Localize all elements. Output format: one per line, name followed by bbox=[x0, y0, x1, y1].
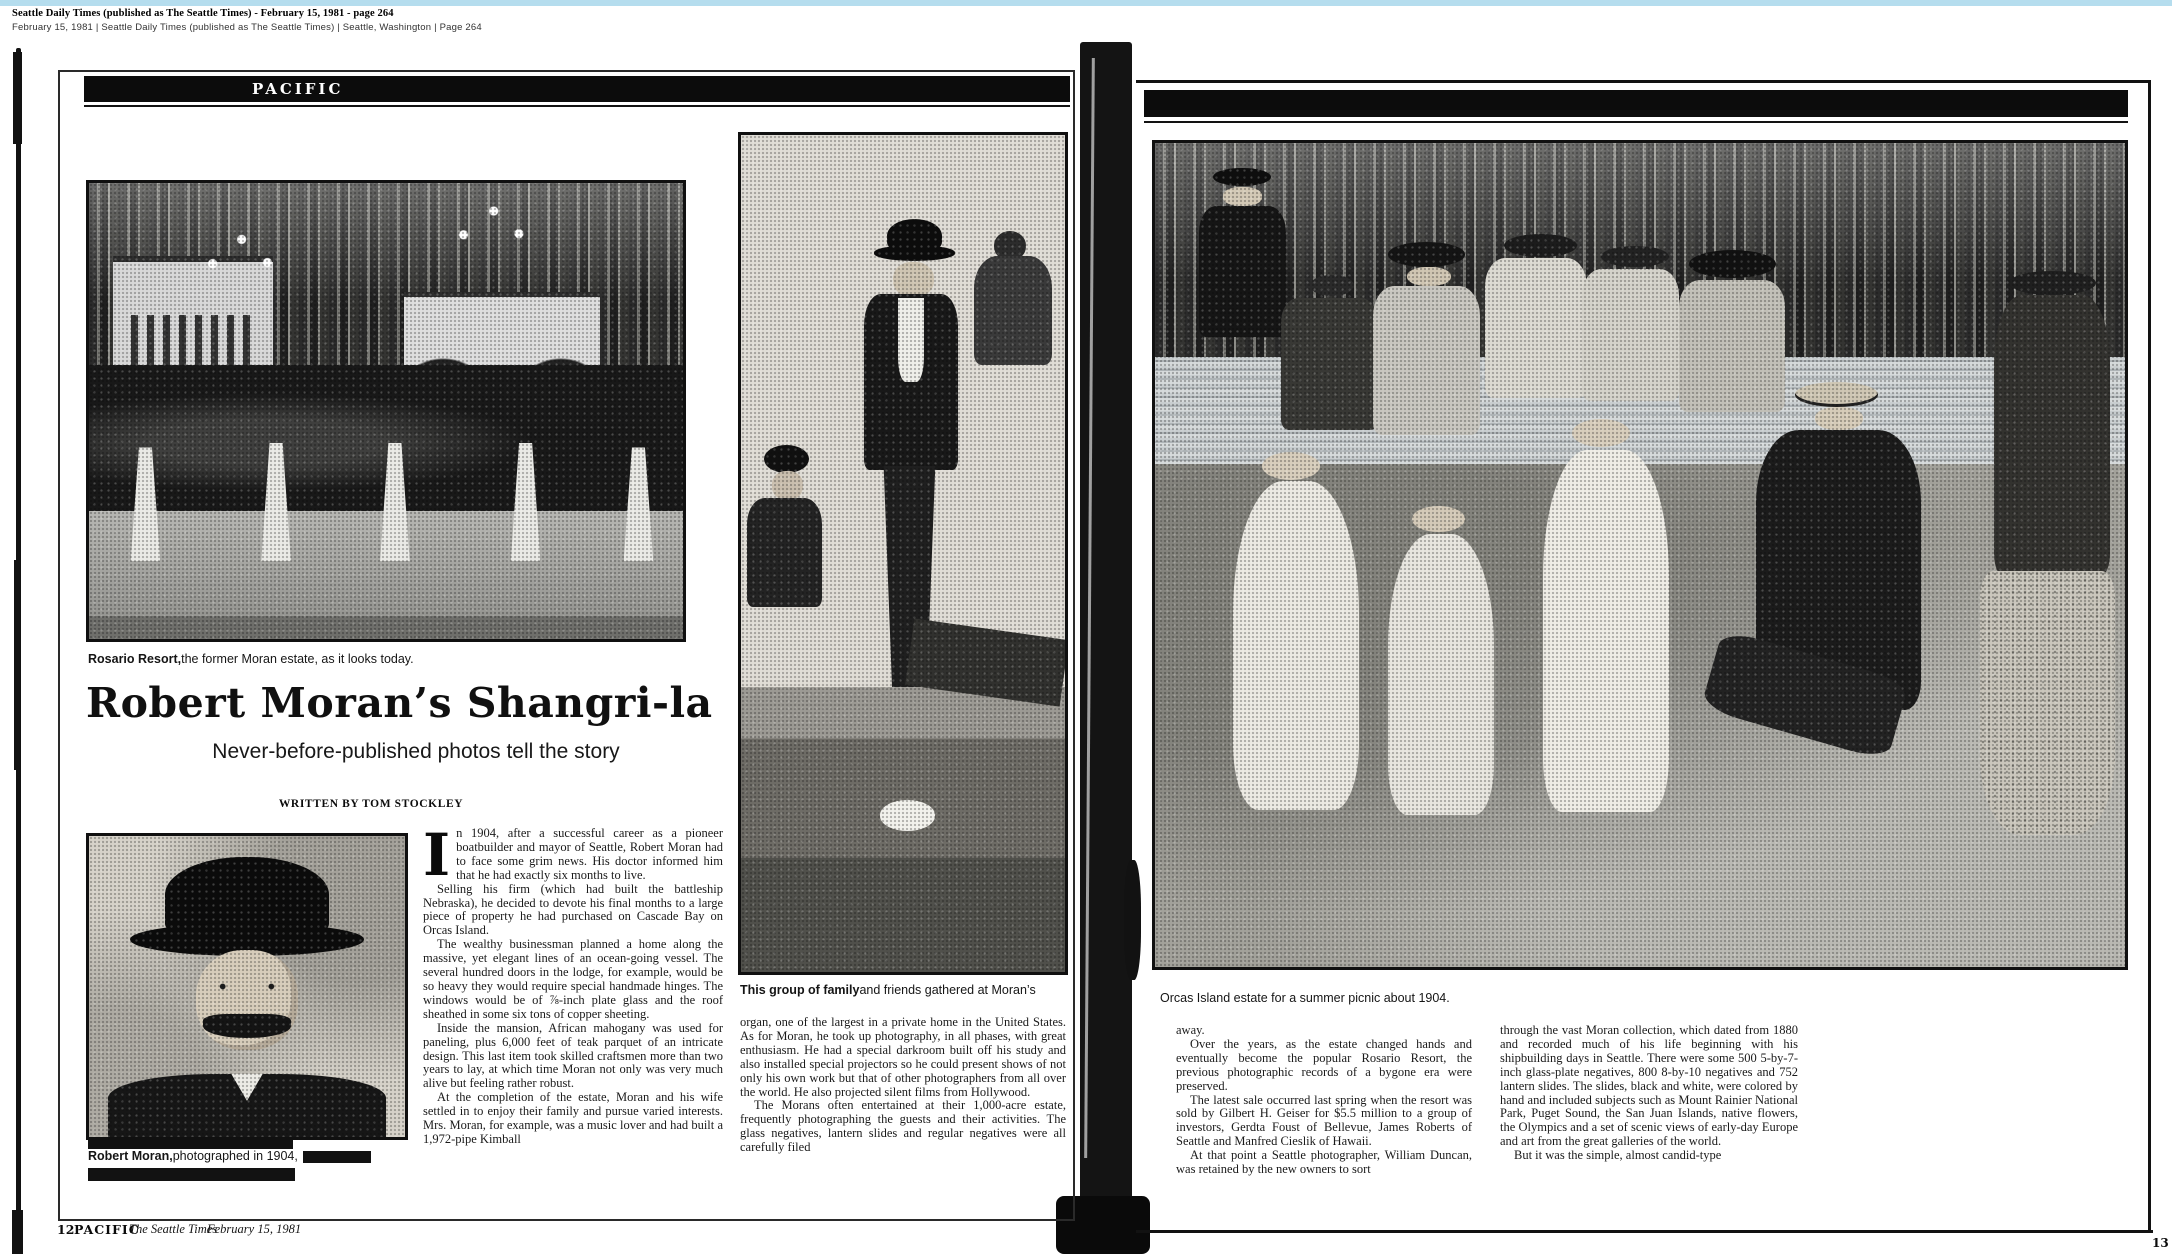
photo-lamp-globes bbox=[445, 197, 528, 252]
footer-page-number: 12 bbox=[57, 1222, 75, 1237]
article-column-1 bbox=[423, 821, 723, 1147]
page-title: Seattle Daily Times (published as The Seattle Times) - February 15, 1981 - page 264 bbox=[12, 8, 394, 19]
figure-woman-hat bbox=[1504, 234, 1577, 257]
figure-child-head bbox=[1412, 506, 1465, 532]
right-page-number: 13 bbox=[2152, 1236, 2169, 1250]
footer-date: February 15, 1981 bbox=[207, 1222, 302, 1236]
figure-seated-face bbox=[772, 471, 803, 499]
paragraph: organ, one of the largest in a private home in the United States. As for Moran, he took up photography, in all phases, with great enthusiasm. He had a special darkroom built off his study and also installed special projectors so he could present shows of not only his own work but that of other photographers from all over the world. He also projected silent films from Hollywood. bbox=[740, 1015, 1066, 1099]
article-byline: WRITTEN BY TOM STOCKLEY bbox=[278, 798, 464, 810]
section-banner-label: PACIFIC bbox=[252, 80, 344, 98]
figure-sailor-head bbox=[1310, 275, 1354, 296]
caption-picnic: Orcas Island estate for a summer picnic about 1904. bbox=[1160, 991, 1450, 1005]
figure-woman-face bbox=[1407, 267, 1451, 287]
photo-building-windows bbox=[131, 315, 256, 365]
left-page-footer bbox=[0, 1222, 1070, 1238]
figure-man-shirt bbox=[898, 298, 924, 382]
figure-woman-body bbox=[1679, 280, 1786, 412]
page-metadata: February 15, 1981 | Seattle Daily Times (published as The Seattle Times) | Seattle, Washington | Page 264 bbox=[12, 22, 482, 33]
figure-seated-man-face bbox=[1815, 407, 1864, 430]
photo-family-group bbox=[738, 132, 1068, 975]
figure-child-dress bbox=[1233, 481, 1359, 811]
scan-edge-blob bbox=[13, 52, 22, 144]
paragraph: The Morans often entertained at their 1,000-acre estate, frequently photographing the guests and their activities. The glass negatives, lantern slides and regular negatives were all carefully filed bbox=[740, 1098, 1066, 1155]
figure-child-head bbox=[1262, 452, 1320, 480]
figure-right-woman-skirt bbox=[1980, 571, 2116, 835]
right-section-banner bbox=[1144, 90, 2128, 117]
right-page-bottom-rule bbox=[1136, 1230, 2153, 1233]
left-section-banner bbox=[84, 76, 1070, 102]
caption-moran: Robert Moran, photographed in 1904, bbox=[88, 1149, 418, 1164]
portrait-mustache bbox=[203, 1014, 291, 1038]
paragraph: Over the years, as the estate changed hands and eventually become the popular Rosario Resort, the previous photographic records of a bygone era were preserved. bbox=[1176, 1036, 1472, 1093]
top-accent-bar bbox=[0, 0, 2172, 6]
photo-moran-portrait bbox=[86, 833, 408, 1140]
paragraph: The latest sale occurred last spring when the resort was sold by Gilbert H. Geiser for $5.5 million to a group of investors, Gerdta Foust of Bellevue, James Roberts of Seattle and Manfred Cieslik of Hawaii. bbox=[1176, 1092, 1472, 1149]
photo-foreground bbox=[89, 616, 683, 639]
figure-man-face bbox=[893, 262, 934, 297]
figure-girl-dress bbox=[1543, 450, 1669, 813]
figure-woman-body bbox=[1485, 258, 1587, 398]
paragraph: At the completion of the estate, Moran and his wife settled in to enjoy their family and pursue varied interests. Mrs. Moran, for example, was a music lover and had built a 1,972-pipe Kimball bbox=[423, 1090, 723, 1146]
photo-lamp-globes bbox=[196, 224, 279, 279]
article-column-2 bbox=[740, 1016, 1066, 1155]
redaction-bar bbox=[88, 1140, 293, 1149]
redaction-bar bbox=[88, 1168, 295, 1181]
paragraph: Inside the mansion, African mahogany was used for paneling, plus 6,000 feet of teak parquet of an intricate design. This last item took skilled craftsmen more than two years to lay, at which time Moran not only was very much alive but feeling rather robust. bbox=[423, 1020, 723, 1091]
redaction-bar bbox=[303, 1151, 371, 1163]
figure-girl-head bbox=[1572, 419, 1630, 447]
paragraph: away. bbox=[1176, 1023, 1205, 1037]
newspaper-scan[interactable] bbox=[0, 38, 2172, 1254]
banner-rule bbox=[84, 105, 1070, 107]
right-page-right-border bbox=[2148, 80, 2151, 1232]
portrait-eyes bbox=[209, 977, 285, 995]
paragraph: In 1904, after a successful career as a pioneer boatbuilder and mayor of Seattle, Robert Moran had to face some grim news. His doctor informed him that he had exactly six months to live. bbox=[423, 821, 723, 889]
figure-woman-body bbox=[1373, 286, 1480, 434]
figure-right-woman-body bbox=[1994, 295, 2110, 575]
figure-man-hat bbox=[1213, 168, 1271, 186]
figure-seated-body bbox=[747, 498, 822, 607]
right-page-top-rule bbox=[1136, 80, 2150, 83]
figure-man-hat-brim bbox=[874, 245, 955, 260]
figure-woman-hat bbox=[1689, 250, 1776, 278]
article-column-4 bbox=[1500, 1024, 1798, 1163]
caption-rosario: Rosario Resort, the former Moran estate, as it looks today. bbox=[88, 652, 414, 666]
figure-seated-hat bbox=[764, 445, 809, 473]
photo-rosario-resort bbox=[86, 180, 686, 642]
right-banner-rule bbox=[1144, 121, 2128, 123]
figure-man-face bbox=[1223, 187, 1262, 205]
article-column-3 bbox=[1176, 1024, 1472, 1177]
paragraph: The wealthy businessman planned a home along the massive, yet elegant lines of an ocean-going vessel. The several hundred doors in the lodge, for example, would be so heavy they would require special handmade hinges. The windows would be of ⅞-inch plate glass and the roof sheathed in some six tons of copper sheeting. bbox=[423, 937, 723, 1021]
figure-seated-man-hat bbox=[1795, 382, 1877, 407]
figure-sailor-body bbox=[1281, 298, 1378, 430]
figure-woman-hat bbox=[1388, 242, 1466, 267]
paragraph: through the vast Moran collection, which dated from 1880 and recorded much of his life beginning with his shipbuilding days in Seattle. There were some 500 5-by-7-inch glass-plate negatives, 800 8-by-10 negatives and 752 lantern slides. The slides, black and white, were colored by hand and included subjects such as Mount Rainier National Park, Puget Sound, the San Juan Islands, native flowers, the Olympics and a set of scenic views of early-day Europe and art from the great galleries of the world. bbox=[1500, 1023, 1798, 1149]
scan-edge-blob bbox=[14, 560, 21, 770]
article-subhead: Never-before-published photos tell the story bbox=[212, 740, 620, 763]
footer-paper-name: The Seattle Times bbox=[129, 1222, 218, 1236]
paragraph: Selling his firm (which had built the battleship Nebraska), he decided to devote his final months to a large piece of property he had purchased on Cascade Bay on Orcas Island. bbox=[423, 881, 723, 938]
photo-white-object bbox=[880, 800, 935, 830]
gutter-smudge bbox=[1124, 860, 1141, 980]
paragraph: At that point a Seattle photographer, William Duncan, was retained by the new owners to sort bbox=[1176, 1148, 1472, 1177]
footer-section: PACIFIC bbox=[74, 1222, 140, 1237]
drop-cap: I bbox=[423, 821, 451, 889]
article-headline: Robert Moran’s Shangri-la bbox=[86, 679, 713, 727]
figure-woman-body bbox=[1582, 269, 1679, 401]
figure-child-dress bbox=[1388, 534, 1495, 814]
caption-family-group: This group of family and friends gathered at Moran’s bbox=[740, 983, 1036, 997]
figure-man-body bbox=[1199, 206, 1286, 338]
photo-picnic-group bbox=[1152, 140, 2128, 970]
figure-companion-body bbox=[974, 256, 1052, 365]
paragraph: But it was the simple, almost candid-type bbox=[1514, 1148, 1722, 1163]
